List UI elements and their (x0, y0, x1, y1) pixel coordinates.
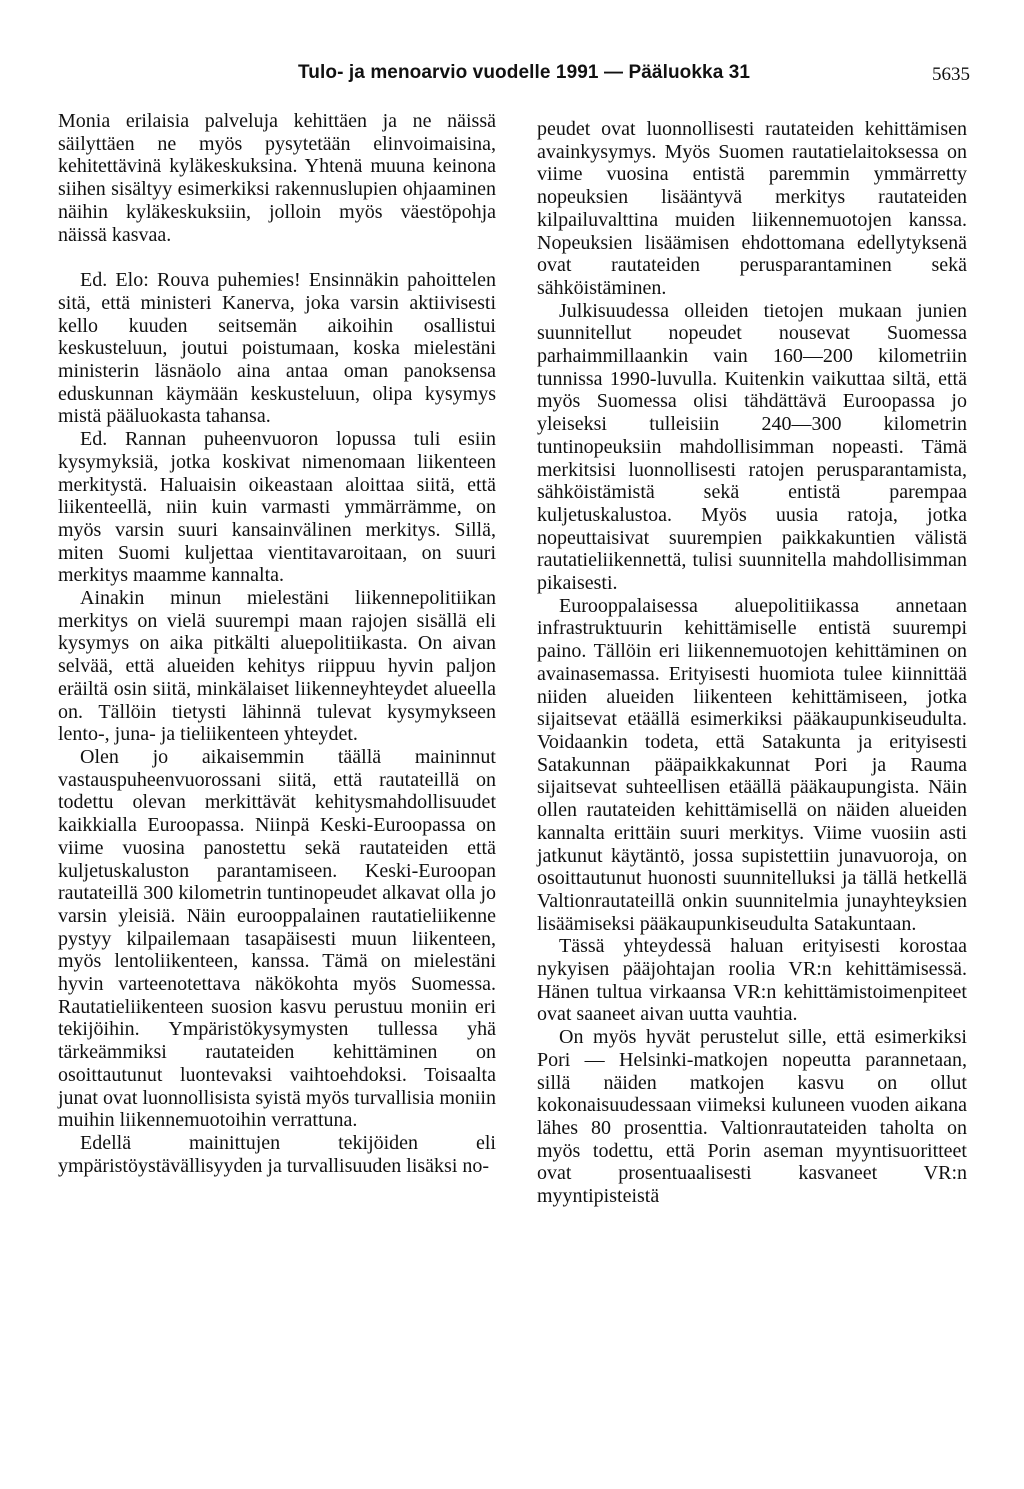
paragraph-7: peudet ovat luonnollisesti rautateiden kehittämisen avainkysymys. Myös Suomen rautatielaitoksessa on viime vuosina entistä paremmin ymmärretty nopeuksien lisääntyvä merkitys rautateiden kilpailuvalttina muiden liikennemuotojen kanssa. Nopeuksien lisäämisen ehdottomana edellytyksenä ovat rautateiden perusparantaminen sekä sähköistäminen. (537, 118, 967, 299)
page-header (0, 62, 1024, 92)
paragraph-2: Ed. Elo: Rouva puhemies! Ensinnäkin pahoittelen sitä, että ministeri Kanerva, joka varsin aktiivisesti kello kuuden seitsemän aikoihin osallistui keskusteluun, joutui poistumaan, koska mielestäni ministerin läsnäolo aina antaa oman panoksensa eduskunnan käymään keskusteluun, olipa kysymys mistä pääluokasta tahansa. (58, 269, 496, 428)
running-title: Tulo- ja menoarvio vuodelle 1991 — Pääluokka 31 (298, 62, 751, 83)
paragraph-11: On myös hyvät perustelut sille, että esimerkiksi Pori — Helsinki-matkojen nopeutta parannetaan, sillä näiden matkojen kasvu on ollut kokonaisuudessaan viimeksi kuluneen vuoden aikana lähes 80 prosenttia. Valtionrautateiden taholta on myös todettu, että Porin aseman myyntisuoritteet ovat prosentuaalisesti kasvaneet VR:n myyntipisteistä (537, 1026, 967, 1208)
paragraph-3: Ed. Rannan puheenvuoron lopussa tuli esiin kysymyksiä, jotka koskivat nimenomaan liikenteen merkitystä. Haluaisin oikeastaan aloittaa siitä, että liikenteellä, niin kuin varmasti ymmärrämme, on myös varsin suuri kansainvälinen merkitys. Sillä, miten Suomi kuljettaa vientitavaroitaan, on suuri merkitys maamme kannalta. (58, 428, 496, 587)
paragraph-10: Tässä yhteydessä haluan erityisesti korostaa nykyisen pääjohtajan roolia VR:n kehittämisessä. Hänen tultua virkaansa VR:n kehittämistoimenpiteet ovat saaneet aivan uutta vauhtia. (537, 935, 967, 1026)
paragraph-6: Edellä mainittujen tekijöiden eli ympäristöystävällisyyden ja turvallisuuden lisäksi no- (58, 1131, 496, 1177)
paragraph-5: Olen jo aikaisemmin täällä maininnut vastauspuheenvuorossani siitä, että rautateillä on todettu olevan merkittävät kehitysmahdollisuudet kaikkialla Euroopassa. Niinpä Keski-Euroopassa on viime vuosina panostettu sekä rautateiden että kuljetuskaluston parantamiseen. Keski-Euroopan rautateillä 300 kilometrin tuntinopeudet alkavat olla jo varsin yleisiä. Näin eurooppalainen rautatieliikenne pystyy kilpailemaan tasapäisesti muun liikenteen, myös lentoliikenteen, kanssa. Tämä on mielestäni hyvin varteenotettava näkökohta myös Suomessa. Rautatieliikenteen suosion kasvu perustuu moniin eri tekijöihin. Ympäristökysymysten tullessa yhä tärkeämmiksi rautateiden kehittäminen on osoittautunut luontevaksi vaihtoehdoksi. Toisaalta junat ovat luonnollisista syistä myös turvallisia moniin muihin liikennemuotoihin verrattuna. (58, 745, 496, 1132)
paragraph-1: Monia erilaisia palveluja kehittäen ja ne näissä säilyttäen ne myös pysytetään elinvoimaisina, kehitettävinä kyläkeskuksina. Yhtenä muuna keinona siihen sisältyy esimerkiksi rakennuslupien ohjaaminen näihin kyläkeskuksiin, jolloin myös väestöpohja näissä kasvaa. (58, 110, 496, 246)
right-column (537, 118, 967, 1208)
left-column (58, 110, 496, 1177)
paragraph-4: Ainakin minun mielestäni liikennepolitiikan merkitys on vielä suurempi maan rajojen sisällä eli kysymys on aika pitkälti aluepolitiikasta. On aivan selvää, että alueiden kehitys riippuu hyvin paljon eräiltä osin siitä, minkälaiset liikenneyhteydet alueella on. Tällöin tietysti lähinnä tulevat kysymykseen lento-, juna- ja tieliikenteen yhteydet. (58, 587, 496, 746)
paragraph-9: Eurooppalaisessa aluepolitiikassa annetaan infrastruktuurin kehittämiselle entistä suurempi paino. Tällöin eri liikennemuotojen kehittäminen on avainasemassa. Erityisesti huomiota tulee kiinnittää niiden alueiden liikenteen kehittämiseen, jotka sijaitsevat etäällä esimerkiksi pääkaupunkiseudulta. Voidaankin todeta, että Satakunta ja erityisesti Satakunnan pääpaikkakunnat Pori ja Rauma sijaitsevat suhteellisen etäällä pääkaupungista. Näin ollen rautateiden kehittämisellä on näiden alueiden kannalta erittäin suuri merkitys. Viime vuosiin asti jatkunut käytäntö, jossa supistettiin junavuoroja, on osoittautunut huonosti suunnitelluksi ja tällä hetkellä Valtionrautateillä onkin suunnitelmia junayhteyksien lisäämiseksi pääkaupunkiseudulta Satakuntaan. (537, 594, 967, 935)
paragraph-8: Julkisuudessa olleiden tietojen mukaan junien suunnitellut nopeudet nousevat Suomessa parhaimmillaankin vain 160—200 kilometriin tunnissa 1990-luvulla. Kuitenkin vaikuttaa siltä, että myös Suomessa olisi tähdättävä Euroopassa jo yleiseksi tulleisiin 240—300 kilometrin tuntinopeuksiin mahdollisimman nopeasti. Tämä merkitsisi luonnollisesti ratojen perusparantamista, sähköistämistä sekä entistä parempaa kuljetuskalustoa. Myös uusia ratoja, jotka nopeuttaisivat suurempien paikkakuntien välistä rautatieliikennettä, tulisi suunnitella mahdollisimman pikaisesti. (537, 299, 967, 595)
page-number: 5635 (932, 64, 970, 85)
